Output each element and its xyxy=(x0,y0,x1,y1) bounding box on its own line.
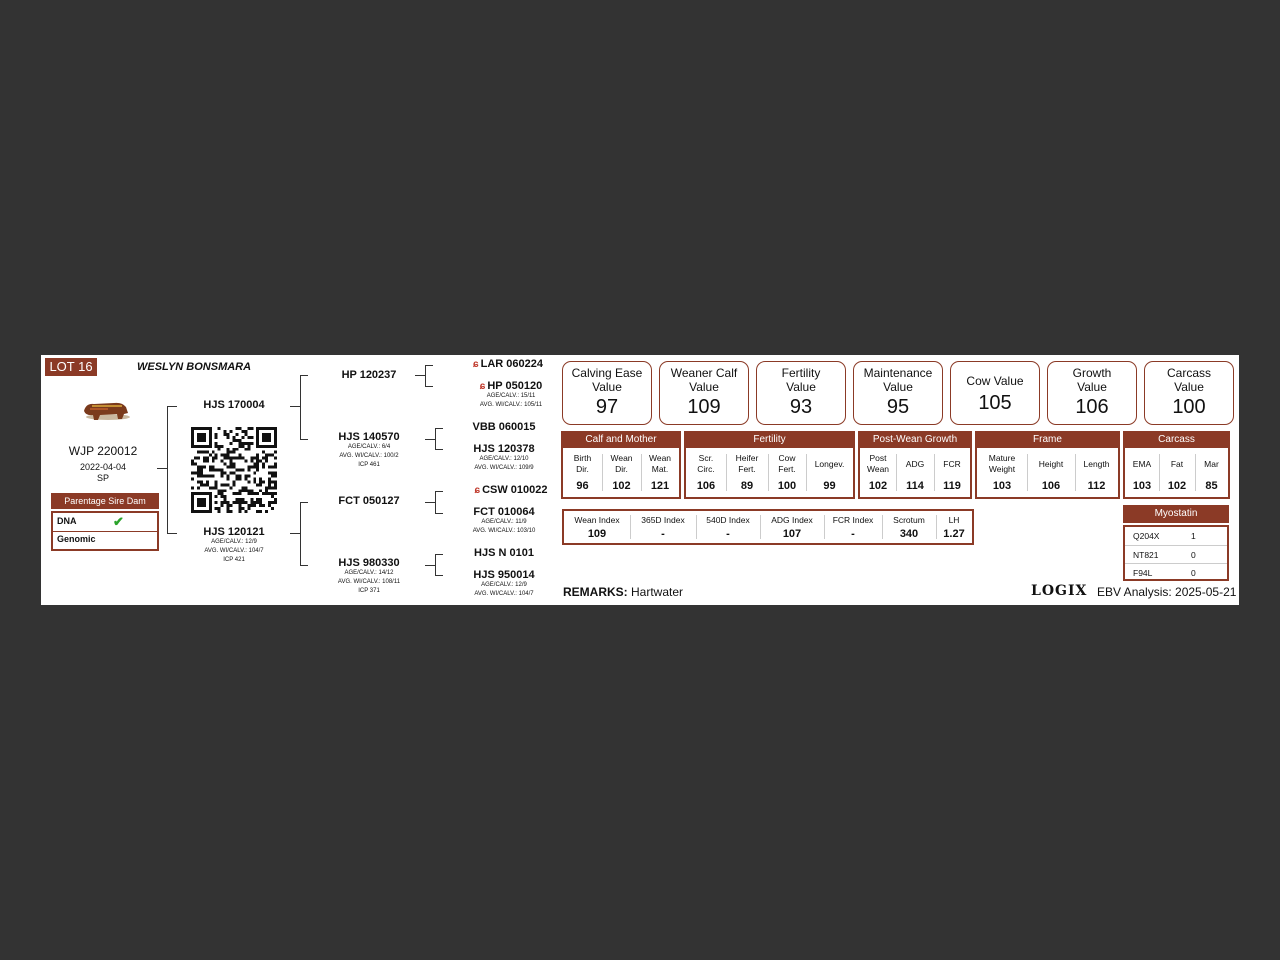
ebv-cell: Cow Fert. 100 xyxy=(777,453,797,492)
group-header-carcass: Carcass xyxy=(1123,431,1230,448)
value-box-fertility: Fertility Value 93 xyxy=(756,361,846,425)
dds-id: HJS N 0101 xyxy=(474,547,534,559)
marker-icon: ɕ xyxy=(479,381,486,392)
value-box-calving-ease: Calving Ease Value 97 xyxy=(562,361,652,425)
animal-sex: SP xyxy=(96,473,109,483)
index-table xyxy=(562,509,974,545)
dam-block xyxy=(179,526,289,565)
ds-id: FCT 050127 xyxy=(338,495,400,507)
sdd-avg: AVG. WI/CALV.: 109/9 xyxy=(474,465,534,471)
dam-age: AGE/CALV.: 12/9 xyxy=(211,539,257,545)
ebv-analysis-date: EBV Analysis: 2025-05-21 xyxy=(1097,585,1237,599)
animal-id: WJP 220012 xyxy=(68,444,138,458)
dd-block xyxy=(314,557,424,596)
value-box-cow: Cow Value 105 xyxy=(950,361,1040,425)
lot-card xyxy=(41,355,1239,605)
sss-id: ɕ LAR 060224 xyxy=(473,358,543,370)
ddd-block xyxy=(454,569,554,599)
index-cell: ADG Index 107 xyxy=(771,515,813,540)
value-box-carcass: Carcass Value 100 xyxy=(1144,361,1234,425)
dam-icp: ICP 421 xyxy=(223,557,245,563)
sds-id: VBB 060015 xyxy=(472,421,536,433)
ebv-cell: Post Wean 102 xyxy=(866,453,890,492)
value-number: 93 xyxy=(789,396,813,418)
dd-age: AGE/CALV.: 14/12 xyxy=(344,570,394,576)
sdd-age: AGE/CALV.: 12/10 xyxy=(479,456,529,462)
animal-dob: 2022-04-04 xyxy=(79,462,127,472)
value-number: 109 xyxy=(687,396,721,418)
dd-id: HJS 980330 xyxy=(338,557,400,569)
ebv-cell: Mar 85 xyxy=(1204,458,1219,492)
ssd-block: ɕ HP 050120 AGE/CALV.: 15/11 AVG. WI/CALV.: 105/11 xyxy=(461,380,561,410)
lot-badge: LOT 16 xyxy=(45,358,97,376)
group-calf-mother xyxy=(561,448,681,499)
bonsmara-bull-logo-icon xyxy=(78,395,134,429)
dd-avg: AVG. WI/CALV.: 108/11 xyxy=(337,579,401,585)
sd-icp: ICP 461 xyxy=(358,462,380,468)
sdd-block xyxy=(454,443,554,473)
index-cell: FCR Index - xyxy=(832,515,874,540)
group-header-calf-mother: Calf and Mother xyxy=(561,431,681,448)
group-carcass xyxy=(1123,448,1230,499)
ssd-avg: AVG. WI/CALV.: 105/11 xyxy=(479,402,543,408)
dam-avg: AVG. WI/CALV.: 104/7 xyxy=(204,548,264,554)
ebv-cell: Mature Weight 103 xyxy=(988,453,1016,492)
ssd-age: AGE/CALV.: 15/11 xyxy=(486,393,536,399)
dd-icp: ICP 371 xyxy=(358,588,380,594)
value-number: 97 xyxy=(595,396,619,418)
ebv-cell: EMA 103 xyxy=(1132,458,1152,492)
ebv-cell: Scr. Circ. 106 xyxy=(696,453,716,492)
ebv-cell: Birth Dir. 96 xyxy=(573,453,592,492)
myostatin-row: F94L 0 xyxy=(1125,563,1227,582)
index-cell: 540D Index - xyxy=(706,515,750,540)
value-number: 105 xyxy=(978,392,1012,414)
ebv-cell: Wean Mat. 121 xyxy=(648,453,672,492)
remarks-text: Hartwater xyxy=(631,585,684,599)
remarks xyxy=(563,585,683,599)
remarks-label: REMARKS: xyxy=(563,585,628,599)
value-box-maintenance: Maintenance Value 95 xyxy=(853,361,943,425)
ddd-avg: AVG. WI/CALV.: 104/7 xyxy=(474,591,534,597)
qr-code-icon xyxy=(191,427,277,513)
group-fertility xyxy=(684,448,855,499)
ebv-cell: FCR 119 xyxy=(943,458,961,492)
sdd-id: HJS 120378 xyxy=(473,443,535,455)
value-number: 100 xyxy=(1172,396,1206,418)
ebv-cell: Heifer Fert. 89 xyxy=(735,453,759,492)
parentage-row-dna: DNA xyxy=(57,516,77,526)
ebv-cell: ADG 114 xyxy=(905,458,925,492)
index-cell: 365D Index - xyxy=(641,515,685,540)
group-header-fertility: Fertility xyxy=(684,431,855,448)
ebv-cell: Length 112 xyxy=(1083,458,1110,492)
ddd-id: HJS 950014 xyxy=(473,569,535,581)
dsd-age: AGE/CALV.: 11/9 xyxy=(481,519,527,525)
value-box-growth: Growth Value 106 xyxy=(1047,361,1137,425)
dam-id: HJS 120121 xyxy=(203,526,265,538)
sd-avg: AVG. WI/CALV.: 100/2 xyxy=(339,453,399,459)
sd-id: HJS 140570 xyxy=(338,431,400,443)
myostatin-table xyxy=(1123,525,1229,581)
index-cell: LH 1.27 xyxy=(943,515,965,540)
marker-icon: ɕ xyxy=(473,359,479,370)
parentage-row-genomic: Genomic xyxy=(57,534,96,544)
check-icon: ✔ xyxy=(113,514,124,529)
index-cell: Scrotum 340 xyxy=(893,515,925,540)
ebv-cell: Fat 102 xyxy=(1167,458,1187,492)
myostatin-header: Myostatin xyxy=(1123,505,1229,523)
value-number: 95 xyxy=(886,396,910,418)
index-cell: Wean Index 109 xyxy=(574,515,620,540)
group-header-post-wean: Post-Wean Growth xyxy=(858,431,972,448)
group-frame xyxy=(975,448,1120,499)
group-header-frame: Frame xyxy=(975,431,1120,448)
sd-age: AGE/CALV.: 6/4 xyxy=(347,444,391,450)
dss-id: ɕ CSW 010022 xyxy=(474,484,548,496)
dsd-avg: AVG. WI/CALV.: 103/10 xyxy=(472,528,536,534)
ebv-cell: Longev. 99 xyxy=(814,458,845,492)
logix-logo: LOGIX xyxy=(1031,583,1088,599)
dsd-id: FCT 010064 xyxy=(473,506,535,518)
sd-block xyxy=(314,431,424,470)
group-post-wean xyxy=(858,448,972,499)
parentage-header: Parentage Sire Dam xyxy=(51,493,159,509)
sire-id: HJS 170004 xyxy=(203,399,265,411)
ebv-cell: Wean Dir. 102 xyxy=(610,453,633,492)
value-number: 106 xyxy=(1075,396,1109,418)
ss-id: HP 120237 xyxy=(341,369,397,381)
parentage-box xyxy=(51,511,159,551)
value-box-weaner-calf: Weaner Calf Value 109 xyxy=(659,361,749,425)
ebv-cell: Height 106 xyxy=(1038,458,1064,492)
marker-icon: ɕ xyxy=(474,485,481,496)
breeder-name: WESLYN BONSMARA xyxy=(137,361,252,373)
dsd-block xyxy=(454,506,554,536)
myostatin-row: Q204X 1 xyxy=(1133,531,1196,541)
ddd-age: AGE/CALV.: 12/9 xyxy=(481,582,527,588)
myostatin-row: NT821 0 xyxy=(1125,545,1227,564)
